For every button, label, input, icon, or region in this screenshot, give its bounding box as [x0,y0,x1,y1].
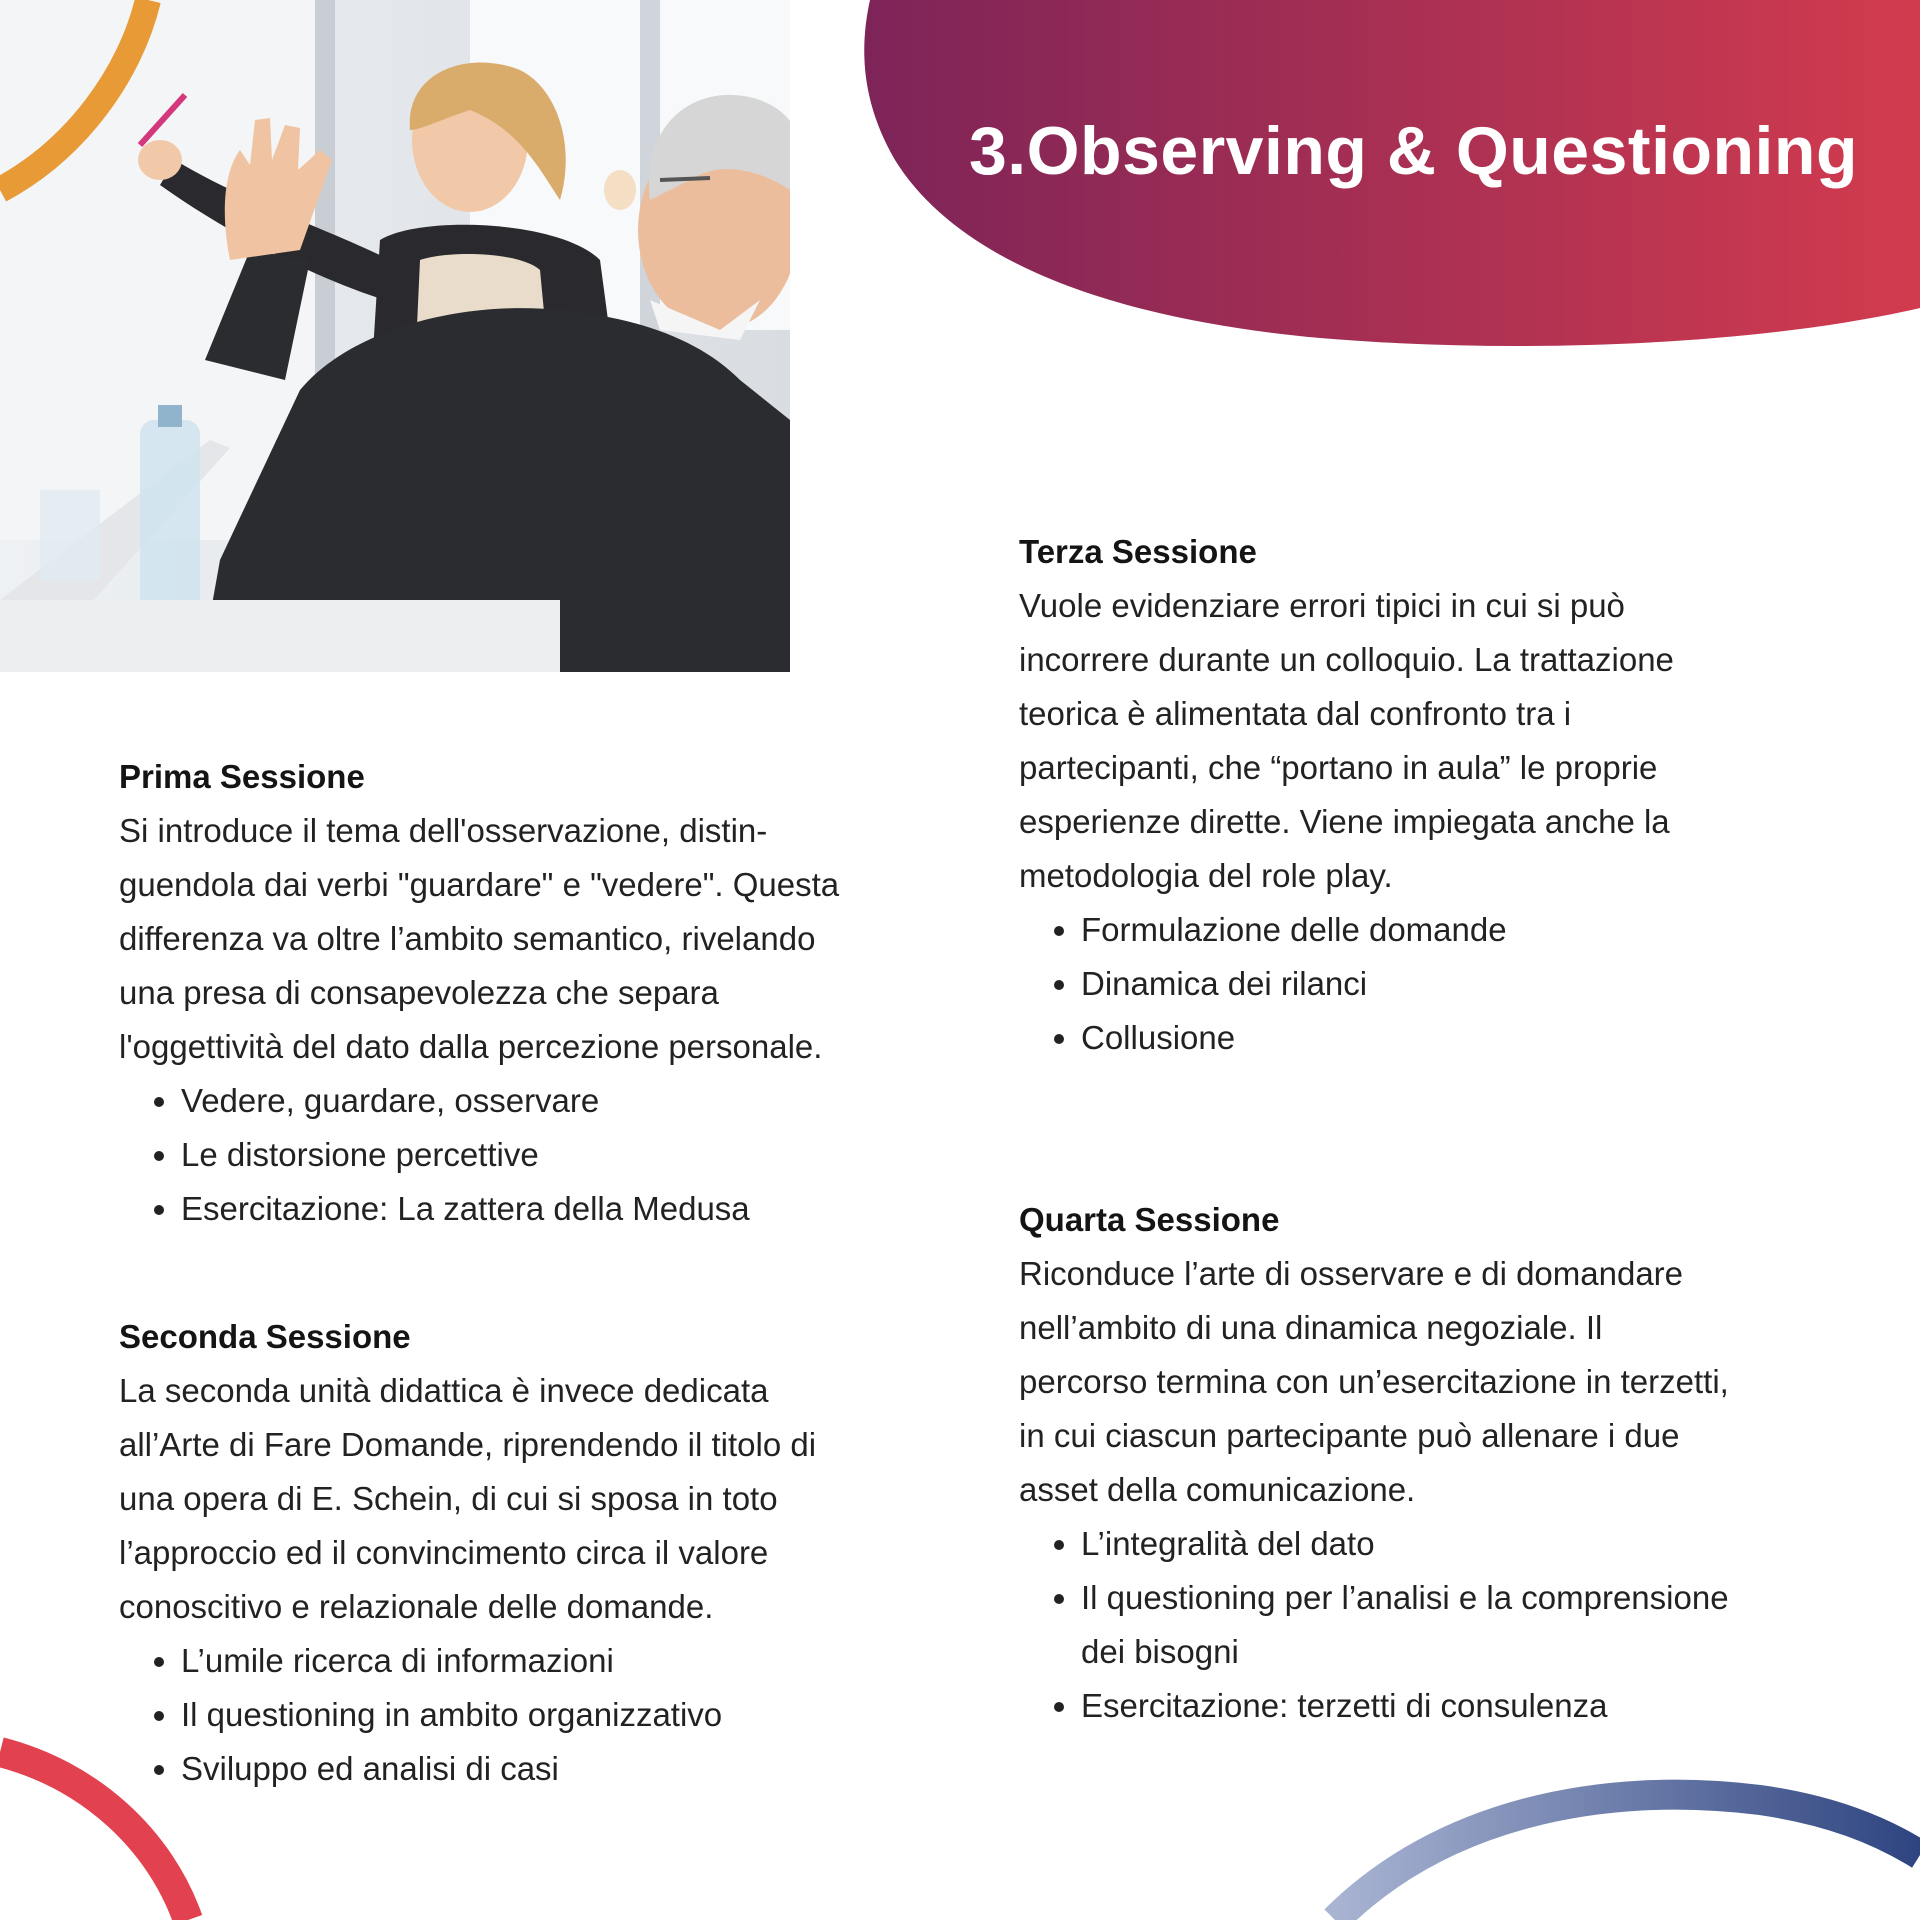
text-line: conoscitivo e relazionale delle domande. [119,1588,714,1625]
text-line: Vuole evidenziare errori tipici in cui si può [1019,587,1625,624]
list-item: • Collusione [1081,1011,1819,1065]
list-item: • Vedere, guardare, osservare [181,1074,919,1128]
page-title: 3.Observing & Questioning [968,113,1858,189]
session-title: Terza Sessione [1019,533,1257,570]
text-line: esperienze dirette. Viene impiegata anche la [1019,803,1670,840]
list-item: • Il questioning in ambito organizzativo [181,1688,919,1742]
text-line: una presa di consapevolezza che separa [119,974,719,1011]
session-terza [1019,525,1819,1065]
text-line: all’Arte di Fare Domande, riprendendo il titolo di [119,1426,817,1463]
text-line: una opera di E. Schein, di cui si sposa in toto [119,1480,778,1517]
session-list [1019,1517,1761,1733]
text-line: asset della comunicazione. [1019,1471,1416,1508]
session-description [1019,579,1819,903]
text-line: l’approccio ed il convincimento circa il valore [119,1534,769,1571]
list-item: • Formulazione delle domande [1081,903,1819,957]
session-description [1019,1247,1819,1517]
session-list [119,1634,919,1796]
orange-arc [0,0,200,220]
list-item: • Dinamica dei rilanci [1081,957,1819,1011]
list-item: • L’integralità del dato [1081,1517,1761,1571]
text-line: Si introduce il tema dell'osservazione, distin- [119,812,768,849]
session-seconda [119,1310,919,1796]
list-item: • Le distorsione percettive [181,1128,919,1182]
text-line: guendola dai verbi "guardare" e "vedere". Questa [119,866,840,903]
text-line: in cui ciascun partecipante può allenare i due [1019,1417,1680,1454]
text-line: La seconda unità didattica è invece dedicata [119,1372,769,1409]
list-item: • Sviluppo ed analisi di casi [181,1742,919,1796]
list-item: • Il questioning per l’analisi e la comprensione dei bisogni [1081,1571,1761,1679]
text-line: Riconduce l’arte di osservare e di domandare [1019,1255,1684,1292]
blue-arc [1335,1795,1920,1920]
session-title: Quarta Sessione [1019,1201,1280,1238]
text-line: partecipanti, che “portano in aula” le proprie [1019,749,1658,786]
session-quarta [1019,1193,1819,1733]
text-line: differenza va oltre l’ambito semantico, rivelando [119,920,816,957]
list-item: • L’umile ricerca di informazioni [181,1634,919,1688]
session-title: Seconda Sessione [119,1318,411,1355]
session-description [119,804,919,1074]
text-line: percorso termina con un’esercitazione in terzetti, [1019,1363,1729,1400]
session-list [1019,903,1819,1065]
list-item: • Esercitazione: terzetti di consulenza [1081,1679,1761,1733]
text-line: incorrere durante un colloquio. La trattazione [1019,641,1674,678]
text-line: metodologia del role play. [1019,857,1393,894]
session-prima [119,750,919,1236]
text-line: teorica è alimentata dal confronto tra i [1019,695,1572,732]
session-title: Prima Sessione [119,758,365,795]
text-line: nell’ambito di una dinamica negoziale. Il [1019,1309,1603,1346]
list-item: • Esercitazione: La zattera della Medusa [181,1182,919,1236]
session-description [119,1364,919,1634]
session-list [119,1074,919,1236]
text-line: l'oggettività del dato dalla percezione personale. [119,1028,823,1065]
